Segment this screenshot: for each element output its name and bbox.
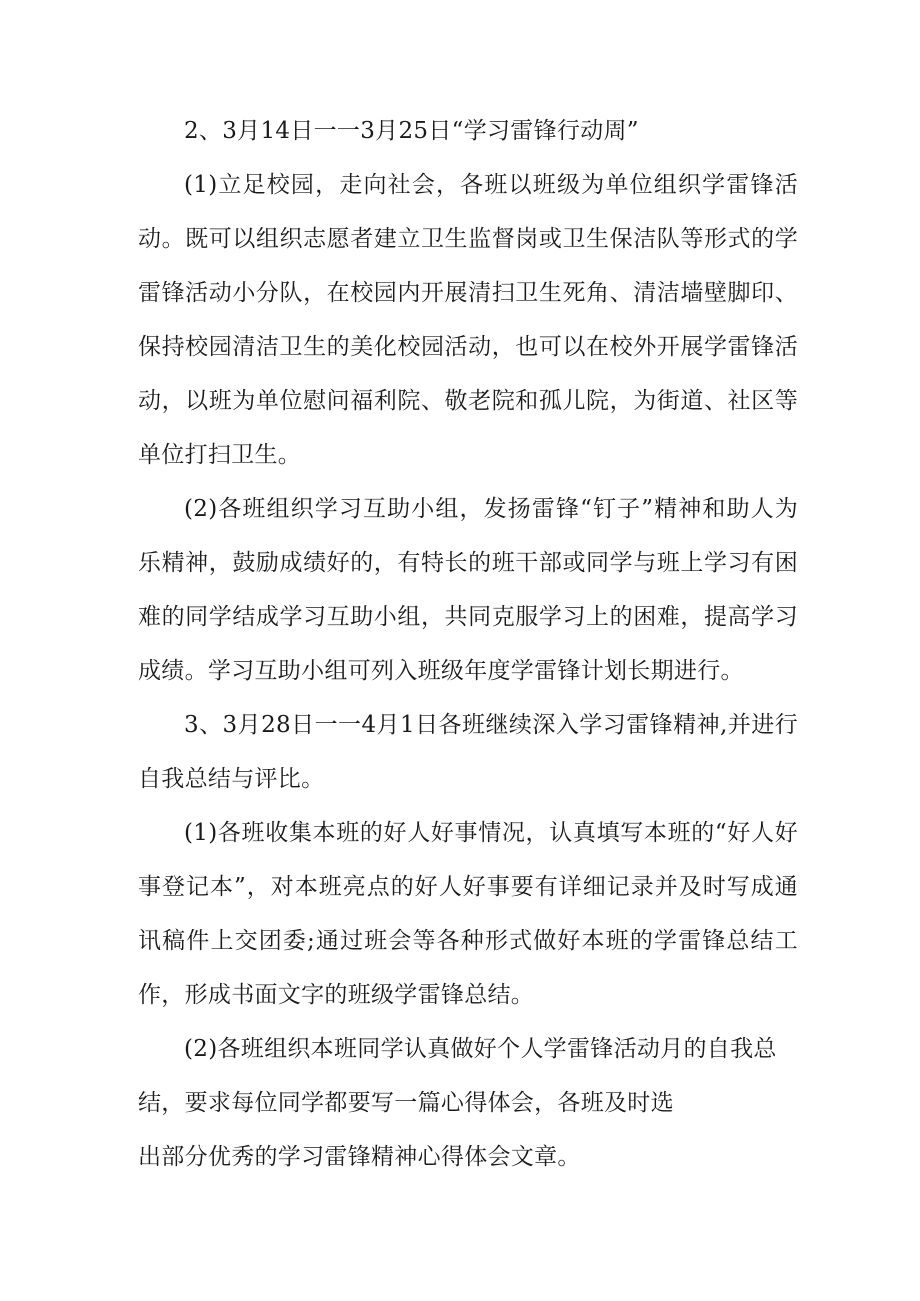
paragraph-3-1: (1)各班收集本班的好人好事情况，认真填写本班的“好人好事登记本”，对本班亮点的好人好事要有详细记录并及时写成通讯稿件上交团委;通过班会等各种形式做好本班的学雷锋总结工作，形成书面文字的班级学雷锋总结。 [138,820,798,1008]
section-heading-3: 3、3月28日一一4月1日各班继续深入学习雷锋精神,并进行自我总结与评比。 [138,712,798,792]
paragraph-3-2-line-2: 出部分优秀的学习雷锋精神心得体会文章。 [138,1144,581,1170]
paragraph-2-1: (1)立足校园，走向社会，各班以班级为单位组织学雷锋活动。既可以组织志愿者建立卫生监督岗或卫生保洁队等形式的学雷锋活动小分队，在校园内开展清扫卫生死角、清洁墙壁脚印、保持校园清洁卫生的美化校园活动，也可以在校外开展学雷锋活动，以班为单位慰问福利院、敬老院和孤儿院，为街道、社区等单位打扫卫生。 [138,172,798,468]
paragraph-2-2: (2)各班组织学习互助小组，发扬雷锋“钉子”精神和助人为乐精神，鼓励成绩好的，有特长的班干部或同学与班上学习有困难的同学结成学习互助小组，共同克服学习上的困难，提高学习成绩。学习互助小组可列入班级年度学雷锋计划长期进行。 [138,496,798,684]
section-heading-2: 2、3月14日一一3月25日“学习雷锋行动周” [184,118,639,144]
paragraph-3-2 [138,1022,798,1184]
paragraph-3-2-line-1: (2)各班组织本班同学认真做好个人学雷锋活动月的自我总结，要求每位同学都要写一篇心得体会，各班及时选 [138,1036,777,1116]
document-page [138,104,798,1184]
